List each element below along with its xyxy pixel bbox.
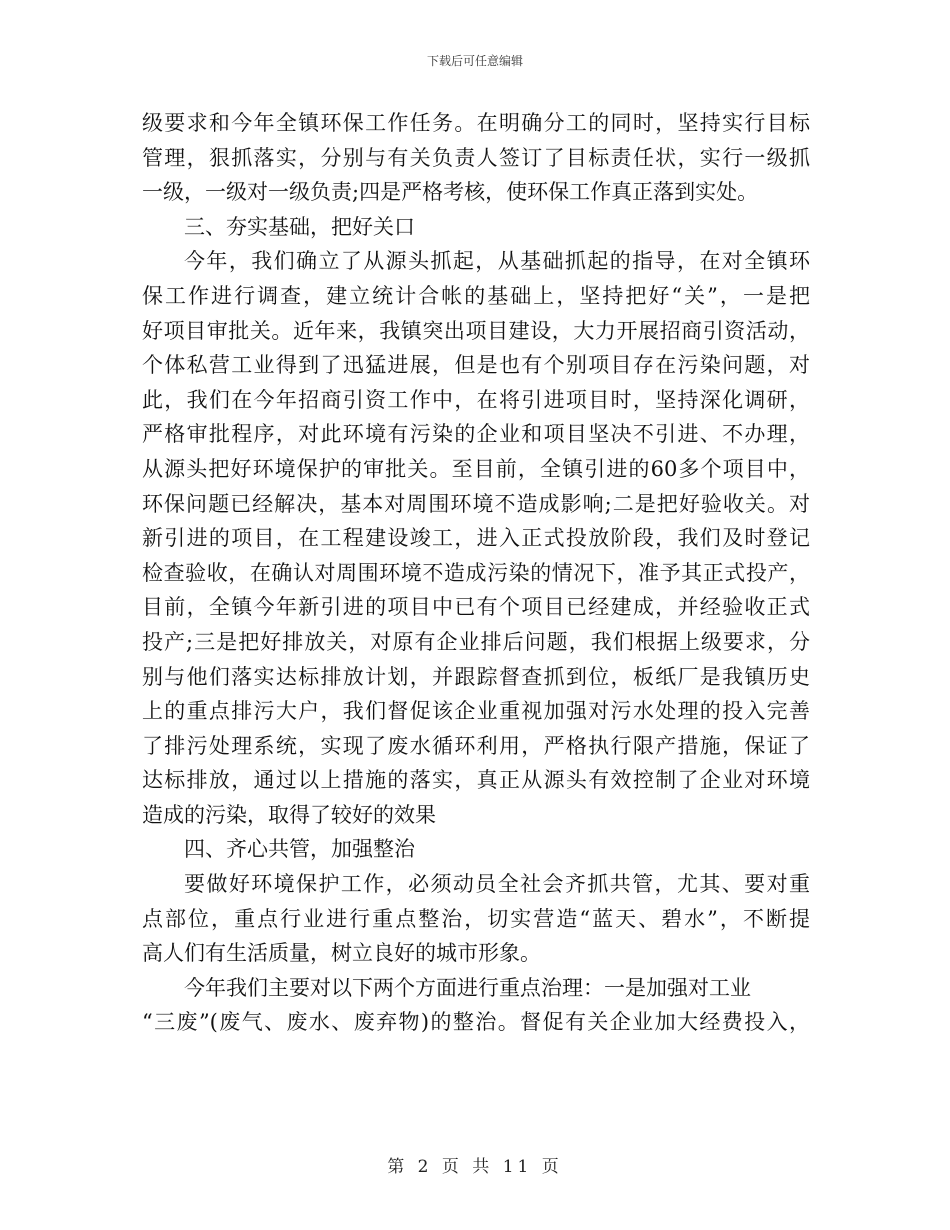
page-header-note: 下载后可任意编辑 [426,54,523,68]
text-line: 要做好环境保护工作，必须动员全社会齐抓共管，尤其、要对重 [184,872,810,897]
text-line: 一级，一级对一级负责;四是严格考核，使环保工作真正落到实处。 [142,180,759,205]
text-line: 保工作进行调查，建立统计合帐的基础上，坚持把好“关”，一是把 [142,283,810,308]
page-number-footer: 第 2 页 共 11 页 [387,1157,563,1177]
document-body [142,106,810,1040]
text-line: 环保问题已经解决，基本对周围环境不造成影响;二是把好验收关。对 [142,491,810,516]
text-line: 高人们有生活质量，树立良好的城市形象。 [142,941,541,966]
text-line: 上的重点排污大户，我们督促该企业重视加强对污水处理的投入完善 [142,699,810,724]
text-line: 检查验收，在确认对周围环境不造成污染的情况下，准予其正式投产， [142,560,810,585]
text-line: 三、夯实基础，把好关口 [184,214,415,239]
text-line: 新引进的项目，在工程建设竣工，进入正式投放阶段，我们及时登记 [142,526,810,551]
text-line: 了排污处理系统，实现了废水循环利用，严格执行限产措施，保证了 [142,733,810,758]
text-line: 达标排放，通过以上措施的落实，真正从源头有效控制了企业对环境 [142,768,810,793]
text-line: “三废”(废气、废水、废弃物)的整治。督促有关企业加大经费投入， [142,1010,810,1035]
text-line: 管理，狠抓落实，分别与有关负责人签订了目标责任状，实行一级抓 [142,145,810,170]
text-line: 从源头把好环境保护的审批关。至目前，全镇引进的60多个项目中， [142,456,810,481]
text-line: 今年我们主要对以下两个方面进行重点治理：一是加强对工业 [184,975,751,1000]
text-line: 好项目审批关。近年来，我镇突出项目建设，大力开展招商引资活动， [142,318,810,343]
text-line: 今年，我们确立了从源头抓起，从基础抓起的指导，在对全镇环 [184,249,810,274]
text-line: 目前，全镇今年新引进的项目中已有个项目已经建成，并经验收正式 [142,595,810,620]
text-line: 别与他们落实达标排放计划，并跟踪督查抓到位，板纸厂是我镇历史 [142,664,810,689]
text-line: 此，我们在今年招商引资工作中，在将引进项目时，坚持深化调研， [142,387,810,412]
text-line: 点部位，重点行业进行重点整治，切实营造“蓝天、碧水”，不断提 [142,906,810,931]
text-line: 严格审批程序，对此环境有污染的企业和项目坚决不引进、不办理， [142,422,810,447]
text-line: 级要求和今年全镇环保工作任务。在明确分工的同时，坚持实行目标 [142,111,810,135]
text-line: 造成的污染，取得了较好的效果 [142,802,436,827]
text-line: 投产;三是把好排放关，对原有企业排后问题，我们根据上级要求，分 [142,629,810,654]
text-line: 个体私营工业得到了迅猛进展，但是也有个别项目存在污染问题，对 [142,353,810,378]
text-line: 四、齐心共管，加强整治 [184,837,415,862]
